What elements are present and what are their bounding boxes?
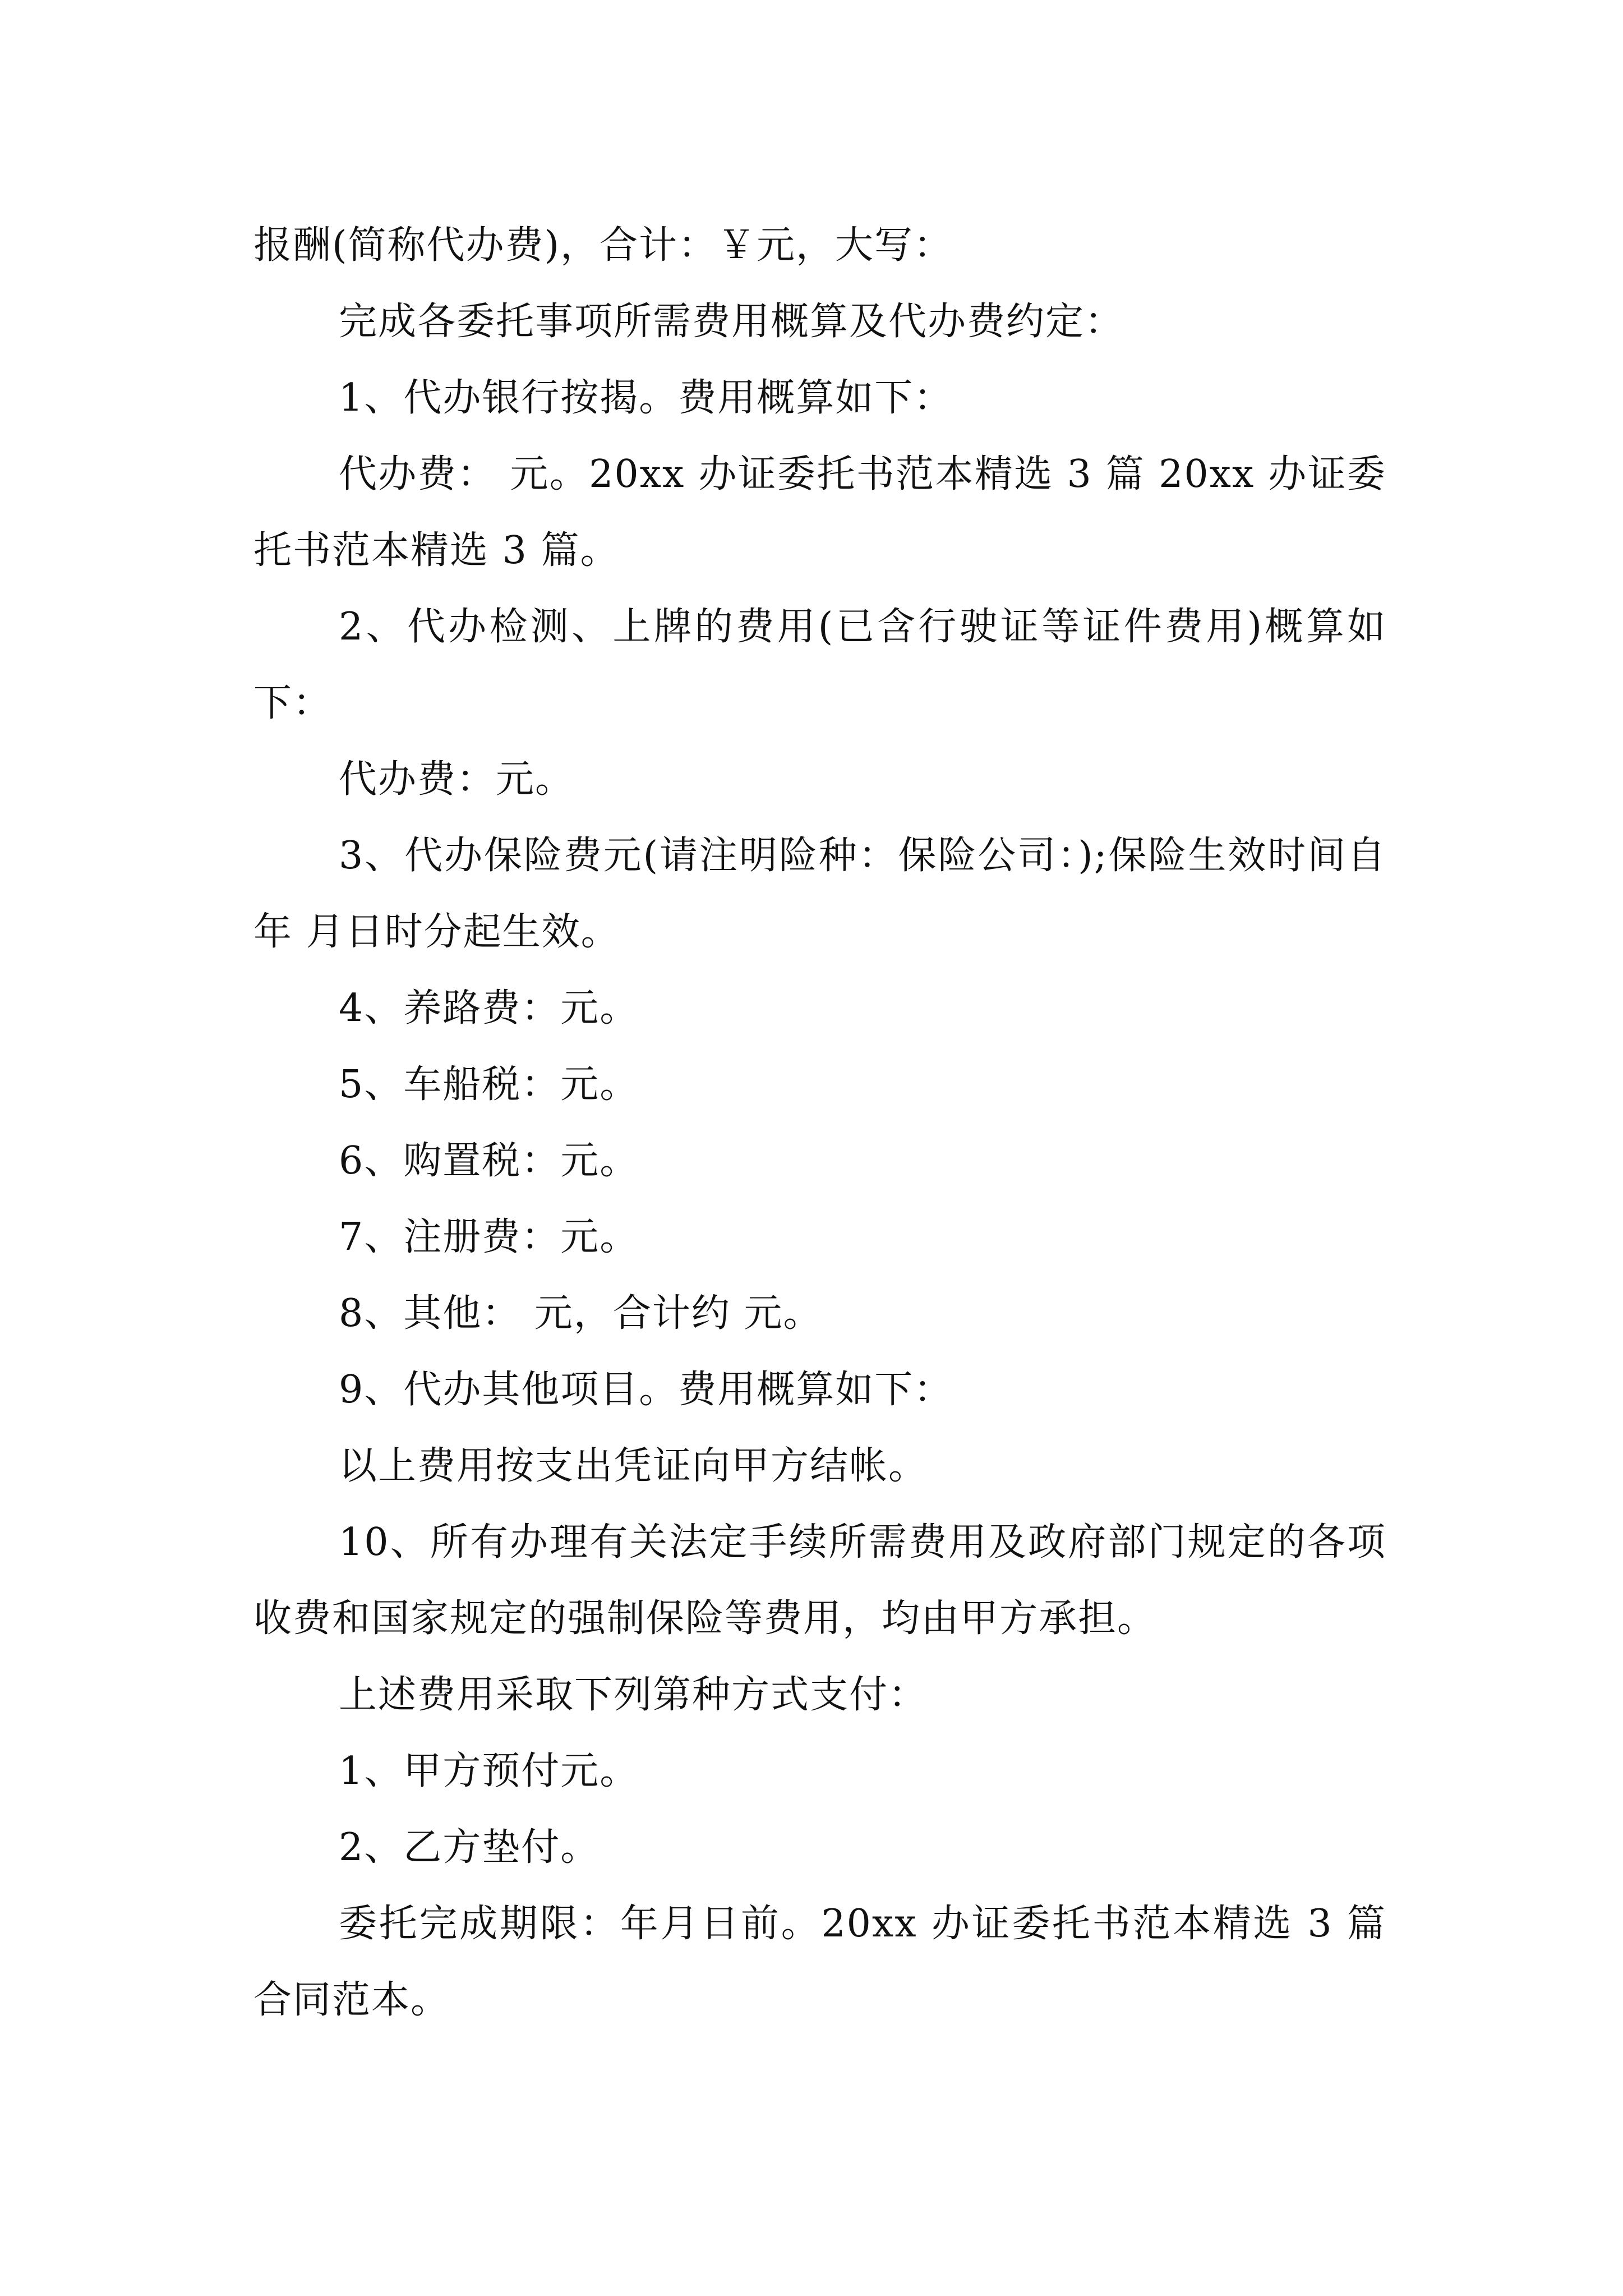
paragraph: 7、注册费：元。 bbox=[339, 1215, 639, 1259]
paragraph: 9、代办其他项目。费用概算如下： bbox=[339, 1368, 953, 1412]
paragraph: 2、乙方垫付。 bbox=[339, 1825, 600, 1870]
paragraph: 报酬(简称代办费)，合计：￥元，大写： bbox=[253, 223, 953, 268]
paragraph: 10、所有办理有关法定手续所需费用及政府部门规定的各项收费和国家规定的强制保险等费用，均由甲方承担。 bbox=[253, 1520, 1386, 1641]
paragraph: 委托完成期限：年月日前。20xx 办证委托书范本精选 3 篇合同范本。 bbox=[253, 1902, 1386, 2022]
paragraph: 代办费： 元。20xx 办证委托书范本精选 3 篇 20xx 办证委托书范本精选 3 篇。 bbox=[253, 452, 1386, 573]
paragraph: 6、购置税：元。 bbox=[339, 1139, 639, 1183]
paragraph: 8、其他： 元，合计约 元。 bbox=[339, 1291, 823, 1336]
paragraph: 5、车船税：元。 bbox=[339, 1062, 639, 1107]
paragraph: 2、代办检测、上牌的费用(已含行驶证等证件费用)概算如下： bbox=[253, 605, 1386, 725]
paragraph: 3、代办保险费元(请注明险种：保险公司：);保险生效时间自年 月日时分起生效。 bbox=[253, 834, 1386, 954]
paragraph: 4、养路费：元。 bbox=[339, 986, 639, 1030]
paragraph: 代办费：元。 bbox=[339, 757, 575, 802]
document-body bbox=[253, 208, 1386, 2039]
paragraph: 完成各委托事项所需费用概算及代办费约定： bbox=[339, 300, 1124, 344]
paragraph: 1、代办银行按揭。费用概算如下： bbox=[339, 376, 953, 420]
paragraph: 1、甲方预付元。 bbox=[339, 1749, 639, 1793]
paragraph: 以上费用按支出凭证向甲方结帐。 bbox=[339, 1444, 928, 1488]
paragraph: 上述费用采取下列第种方式支付： bbox=[339, 1673, 928, 1717]
